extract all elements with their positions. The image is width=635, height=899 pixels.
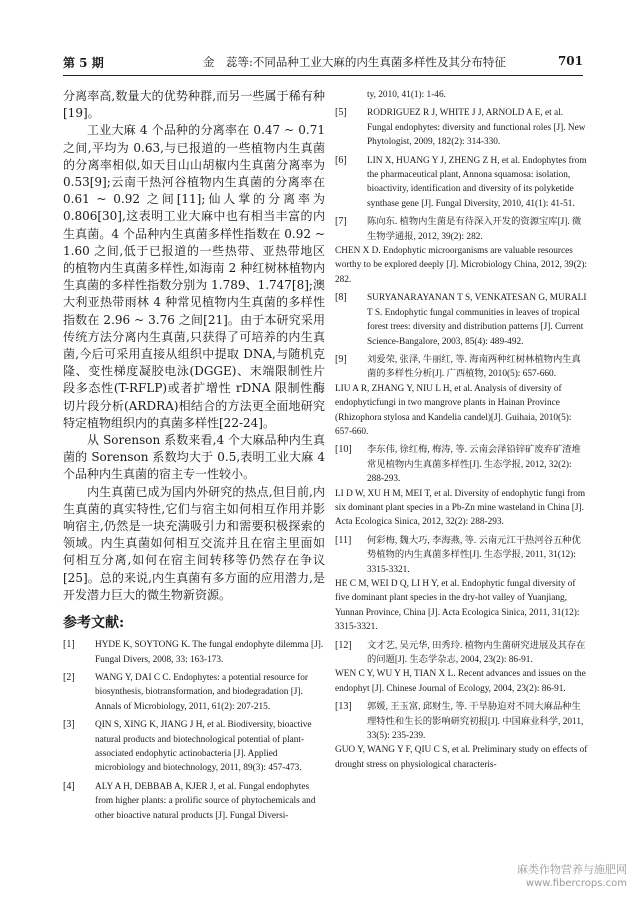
reference-number: [10]	[335, 444, 352, 456]
reference-number: [11]	[335, 534, 352, 546]
reference-item	[335, 534, 590, 635]
reference-item	[63, 780, 325, 823]
watermark-title: 麻类作物营养与施肥网	[517, 863, 627, 876]
reference-english-text: CHEN X D. Endophytic microorganisms are valuable resources worthy to be explored deeply [J]. Microbiology China, 2012, 39(2): 282.	[335, 246, 588, 285]
running-title: 金 蕊等:不同品种工业大麻的内生真菌多样性及其分布特征	[203, 55, 506, 69]
reference-english-text: HE C M, WEI D Q, LI H Y, et al. Endophytic fungal diversity of five dominant plant species in the dry-hot valley of Yuanjiang, Yunnan Province, China [J]. Acta Ecologica Sinica, 2011, 31(12): 3315-3321.	[335, 579, 580, 633]
reference-text: 郭媛, 王玉富, 邱财生, 等. 干旱胁迫对不同大麻品种生理特性和生长的影响研究初报[J]. 中国麻业科学, 2011, 33(5): 235-239.	[367, 702, 584, 742]
reference-number: [12]	[335, 639, 352, 651]
reference-item	[63, 671, 325, 714]
reference-number: [13]	[335, 701, 352, 713]
reference-number: [1]	[63, 639, 75, 651]
reference-item	[63, 718, 325, 776]
reference-number: [2]	[63, 671, 75, 683]
reference-number: [3]	[63, 719, 75, 731]
reference-english-text: WEN C Y, WU Y H, TIAN X L. Recent advances and issues on the endophyt [J]. Chinese Journal of Ecology, 2004, 23(2): 86-91.	[335, 669, 586, 694]
reference-number: [8]	[335, 292, 347, 304]
body-paragraph: 从 Sorenson 系数来看,4 个大麻品种内生真菌的 Sorenson 系数均大于 0.5,表明工业大麻 4 个品种内生真菌的宿主专一性较小。	[63, 433, 325, 482]
reference-english-text: LI D W, XU H M, MEI T, et al. Diversity of endophytic fungi from six dominant plant species in a Pb-Zn mine wasteland in China [J]. Acta Ecologica Sinica, 2012, 32(2): 288-293.	[335, 488, 586, 528]
right-column	[335, 88, 590, 776]
reference-number: [4]	[63, 780, 75, 792]
reference-number: [7]	[335, 216, 347, 228]
body-paragraph: 内生真菌已成为国内外研究的热点,但目前,内生真菌的真实特性,它们与宿主如何相互作用并影响宿主,仍然是一块充满吸引力和需要积极探索的领域。内生真菌如何相互交流并且在宿主里面如何相互分离,如何在宿主间转移等仍然存在争议[25]。总的来说,内生真菌有多方面的应用潜力,是开发潜力巨大的微生物新资源。	[63, 484, 325, 602]
references-heading: 参考文献:	[63, 615, 125, 632]
reference-item	[63, 638, 325, 667]
reference-item	[335, 700, 590, 772]
reference-item	[335, 215, 590, 287]
watermark-url: www.fibercrops.com	[525, 878, 627, 889]
reference-continuation	[335, 88, 590, 102]
reference-text: WANG Y, DAI C C. Endophytes: a potential resource for biosynthesis, biotransformation, and biodegradation [J]. Annals of Microbiology, 2011, 61(2): 207-215.	[95, 672, 309, 712]
reference-item	[335, 443, 590, 529]
left-column	[63, 88, 325, 827]
reference-text: ty, 2010, 41(1): 1-46.	[367, 90, 446, 100]
reference-text: LIN X, HUANG Y J, ZHENG Z H, et al. Endophytes from the pharmaceutical plant, Annona squamosa: isolation, bioactivity, identification and diversity of its polyketide synthase gene [J]. Fungal Diversity, 2010, 41(1): 41-51.	[367, 155, 587, 209]
reference-text: QIN S, XING K, JIANG J H, et al. Biodiversity, bioactive natural products and biotechnological potential of plant-associated endophytic actinobacteria [J]. Applied microbiology and biotechnology, 2011, 89(3): 457-473.	[95, 720, 312, 774]
body-paragraph: 分离率高,数量大的优势种群,而另一些属于稀有种[19]。	[63, 89, 325, 121]
reference-item	[335, 291, 590, 349]
reference-number: [5]	[335, 107, 347, 119]
reference-number: [6]	[335, 154, 347, 166]
reference-item	[335, 639, 590, 697]
reference-text: 刘爱荣, 张泽, 牛丽红, 等. 海南两种红树林植物内生真菌的多样性分析[J]. 广西植物, 2010(5): 657-660.	[367, 354, 581, 380]
reference-text: SURYANARAYANAN T S, VENKATESAN G, MURALI T S. Endophytic fungal communities in leaves of tropical forest trees: diversity and distribution patterns [J]. Current Science-Bangalore, 2003, 85(4): 489-492.	[367, 293, 587, 347]
reference-text: RODRIGUEZ R J, WHITE J J, ARNOLD A E, et al. Fungal endophytes: diversity and functional roles [J]. New Phytologist, 2009, 182(2): 314-330.	[367, 108, 586, 148]
page-number: 701	[557, 54, 583, 68]
body-paragraph: 工业大麻 4 个品种的分离率在 0.47 ~ 0.71 之间,平均为 0.63,与已报道的一些植物内生真菌的分离率相似,如天目山山胡椒内生真菌分离率为 0.53[9];云南干热河谷植物内生真菌的分离率在 0.61 ~ 0.92 之间[11];仙人掌的分离率为 0.806[30],这表明工业大麻中也有相当丰富的内生真菌。4 个品种内生真菌多样性指数在 0.92 ~ 1.60 之间,低于已报道的一些热带、亚热带地区的植物内生真菌多样性,如海南 2 种红树林植物内生真菌的多样性指数分别为 1.789、1.747[8];澳大利亚热带雨林 4 种常见植物内生真菌的多样性指数在 2.96 ~ 3.76 之间[21]。由于本研究采用传统方法分离内生真菌,只获得了可培养的内生真菌,今后可采用直接从组织中提取 DNA,与随机克隆、变性梯度凝胶电泳(DGGE)、末端限制性片段多态性(T-RFLP)或者扩增性 rDNA 限制性酶切片段分析(ARDRA)相结合的方法更全面地研究特定植物组织内的真菌多样性[22-24]。	[63, 123, 325, 430]
reference-text: 文才艺, 吴元华, 田秀玲. 植物内生菌研究进展及其存在的问题[J]. 生态学杂志, 2004, 23(2): 86-91.	[367, 640, 586, 666]
header-divider	[63, 75, 583, 76]
reference-text: 陈向东. 植物内生菌是有待深入开发的资源宝库[J]. 微生物学通报, 2012, 39(2): 282.	[367, 217, 582, 242]
reference-item	[335, 353, 590, 439]
reference-english-text: LIU A R, ZHANG Y, NIU L H, et al. Analysis of diversity of endophyticfungi in two mangrove plants in Hainan Province (Rhizophora stylosa and Kandelia candel)[J]. Guihaia, 2010(5): 657-660.	[335, 383, 572, 437]
reference-text: 李东伟, 徐红梅, 梅涛, 等. 云南会泽铅锌矿废弃矿渣堆常见植物内生真菌多样性[J]. 生态学报, 2012, 32(2): 288-293.	[367, 445, 581, 485]
reference-text: 何彩梅, 魏大巧, 李海燕, 等. 云南元江干热河谷五种优势植物的内生真菌多样性[J]. 生态学报, 2011, 31(12): 3315-3321.	[367, 535, 581, 575]
issue-label: 第 5 期	[63, 56, 104, 70]
reference-english-text: GUO Y, WANG Y F, QIU C S, et al. Preliminary study on effects of drought stress on physiological characteris-	[335, 745, 588, 770]
reference-text: HYDE K, SOYTONG K. The fungal endophyte dilemma [J]. Fungal Divers, 2008, 33: 163-173.	[95, 640, 324, 665]
reference-text: ALY A H, DEBBAB A, KJER J, et al. Fungal endophytes from higher plants: a prolific source of phytochemicals and other bioactive natural products [J]. Fungal Diversi-	[95, 781, 316, 821]
reference-item	[335, 154, 590, 212]
reference-item	[335, 106, 590, 149]
site-watermark	[517, 863, 627, 891]
reference-number: [9]	[335, 353, 347, 365]
